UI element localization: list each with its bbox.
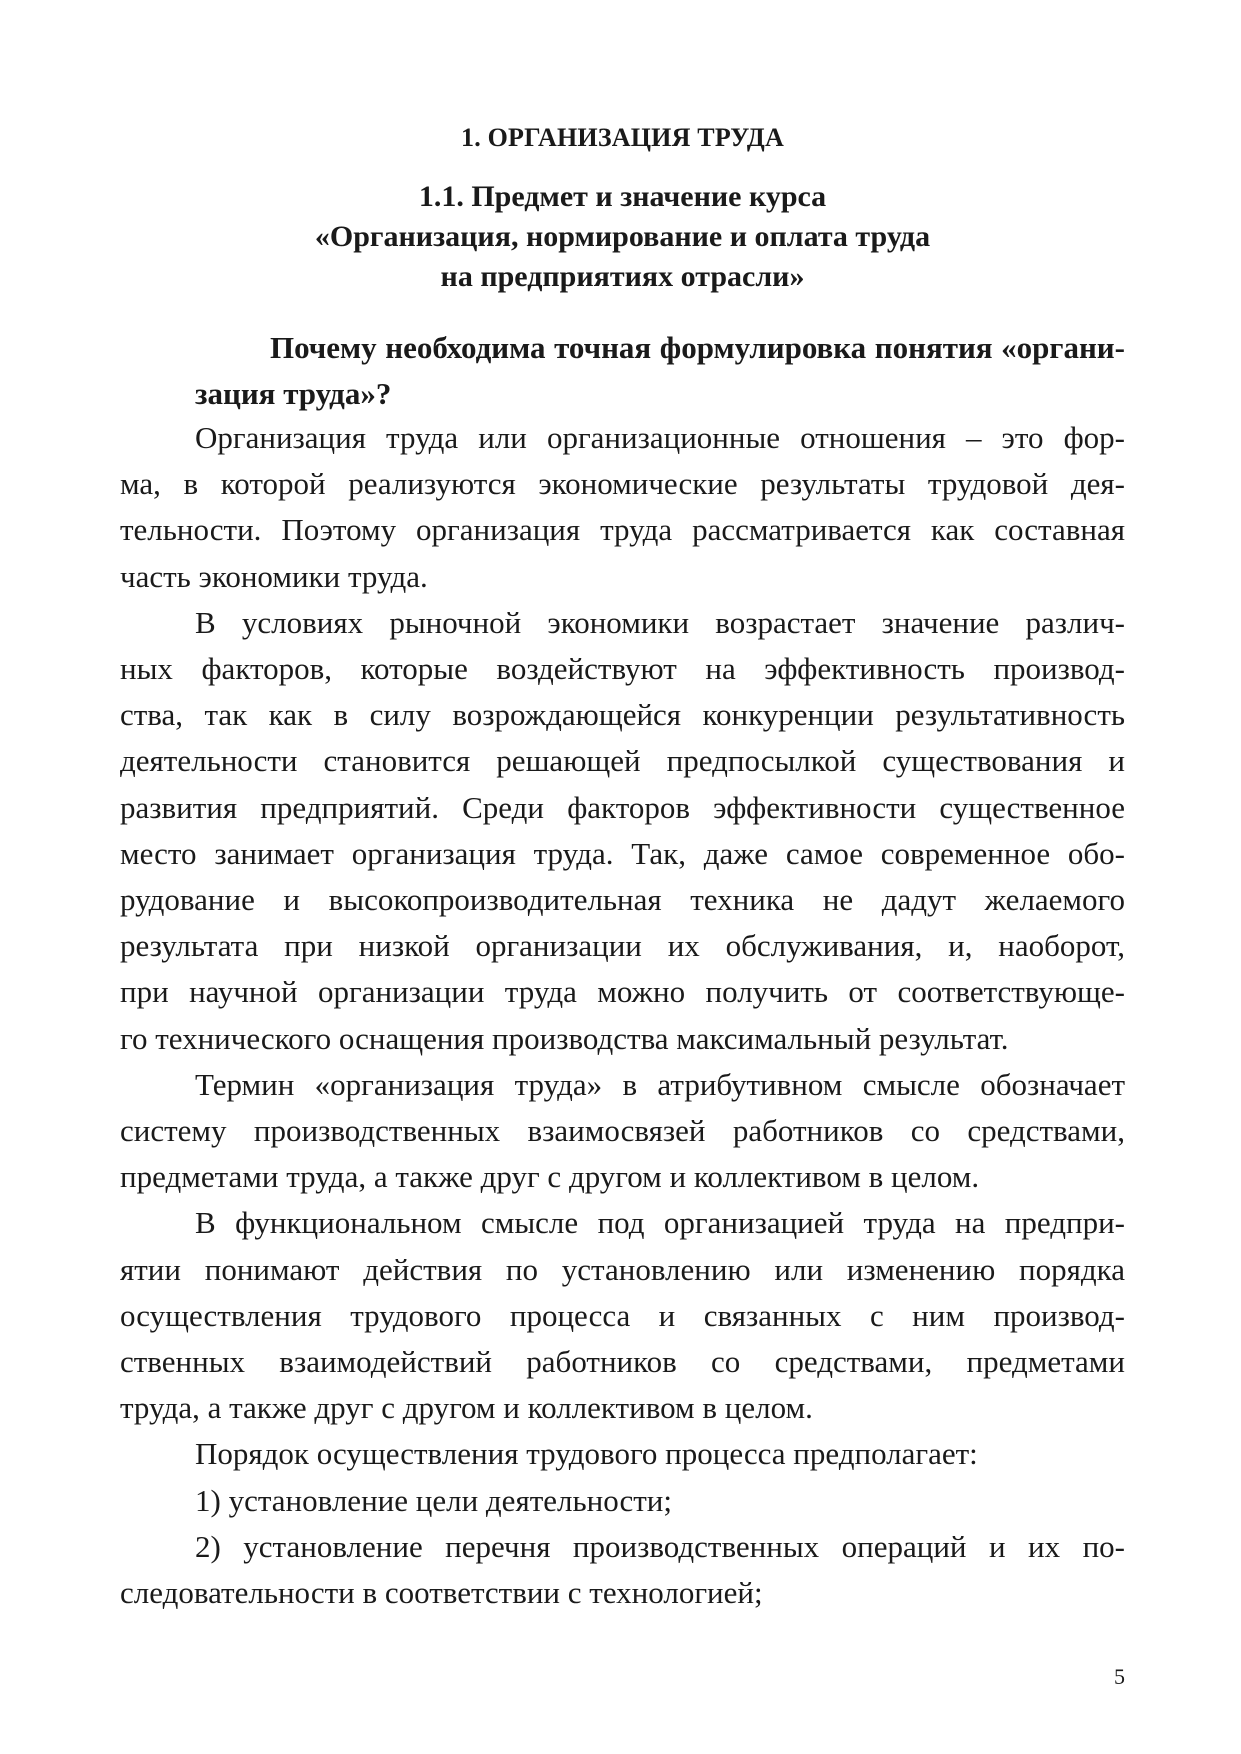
paragraph-line: при научной организации труда можно получить от соответствующе- — [120, 974, 1125, 1010]
paragraph-line: ятии понимают действия по установлению или изменению порядка — [120, 1251, 1125, 1287]
paragraph-line: тельности. Поэтому организация труда рассматривается как составная — [120, 512, 1125, 548]
section-title-line: 1.1. Предмет и значение курса — [418, 180, 827, 213]
paragraph-line: Порядок осуществления трудового процесса предполагает: — [195, 1436, 978, 1472]
paragraph — [120, 1062, 1125, 1201]
list-item — [120, 1478, 1125, 1524]
paragraph-line: ства, так как в силу возрождающейся конкуренции результативность — [120, 697, 1125, 733]
question-heading — [120, 325, 1125, 417]
paragraph-line: 2) установление перечня производственных операций и их по- — [195, 1528, 1125, 1564]
paragraph-line: ных факторов, которые воздействуют на эффективность производ- — [120, 651, 1125, 687]
section-title — [120, 177, 1125, 297]
paragraph-line: 1) установление цели деятельности; — [195, 1482, 672, 1518]
paragraph-line: Термин «организация труда» в атрибутивном смысле обозначает — [195, 1066, 1125, 1102]
page-number: 5 — [1114, 1664, 1125, 1689]
paragraph-line: В функциональном смысле под организацией труда на предпри- — [195, 1205, 1125, 1241]
paragraph — [120, 415, 1125, 600]
paragraph-line: ма, в которой реализуются экономические результаты трудовой дея- — [120, 466, 1125, 502]
paragraph-line: место занимает организация труда. Так, даже самое современное обо- — [120, 835, 1125, 871]
list-item — [120, 1524, 1125, 1616]
paragraph-line: ственных взаимодействий работников со средствами, предметами — [120, 1344, 1125, 1380]
paragraph — [120, 600, 1125, 1062]
paragraph-line: деятельности становится решающей предпосылкой существования и — [120, 743, 1125, 779]
body-text — [120, 415, 1125, 1616]
paragraph-line: осуществления трудового процесса и связанных с ним производ- — [120, 1297, 1125, 1333]
paragraph — [120, 1200, 1125, 1431]
paragraph-line: систему производственных взаимосвязей работников со средствами, — [120, 1113, 1125, 1149]
paragraph-line: предметами труда, а также друг с другом и коллективом в целом. — [120, 1159, 980, 1195]
paragraph-line: труда, а также друг с другом и коллективом в целом. — [120, 1390, 813, 1426]
paragraph-line: го технического оснащения производства максимальный результат. — [120, 1020, 1009, 1056]
question-line: Почему необходима точная формулировка понятия «органи- — [270, 330, 1125, 365]
paragraph — [120, 1431, 1125, 1477]
paragraph-line: часть экономики труда. — [120, 558, 428, 594]
document-page — [120, 0, 1125, 1754]
paragraph-line: следовательности в соответствии с технологией; — [120, 1575, 763, 1611]
section-title-line: на предприятиях отрасли» — [440, 260, 805, 293]
paragraph-line: развития предприятий. Среди факторов эффективности существенное — [120, 789, 1125, 825]
chapter-title: 1. ОРГАНИЗАЦИЯ ТРУДА — [461, 123, 784, 152]
paragraph-line: результата при низкой организации их обслуживания, и, наоборот, — [120, 928, 1125, 964]
question-line: зация труда»? — [195, 376, 392, 411]
paragraph-line: В условиях рыночной экономики возрастает значение различ- — [195, 604, 1125, 640]
paragraph-line: Организация труда или организационные отношения – это фор- — [195, 420, 1125, 455]
section-title-line: «Организация, нормирование и оплата труда — [314, 220, 931, 253]
paragraph-line: рудование и высокопроизводительная техника не дадут желаемого — [120, 882, 1125, 918]
